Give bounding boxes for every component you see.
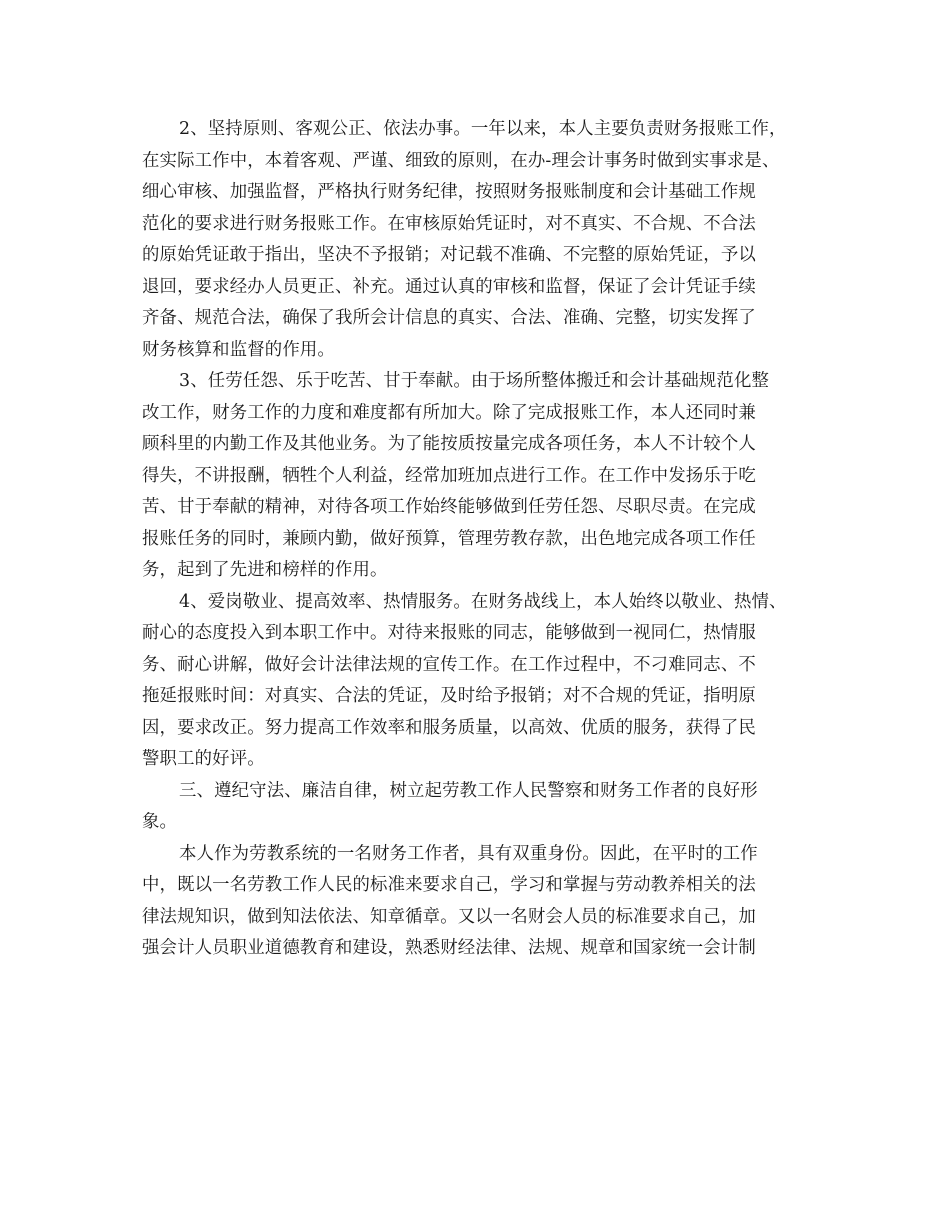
- text-line: 律法规知识，做到知法依法、知章循章。又以一名财会人员的标准要求自己，加: [142, 906, 756, 927]
- text-line: 4、爱岗敬业、提高效率、热情服务。在财务战线上，本人始终以敬业、热情、: [179, 591, 787, 612]
- text-line: 本人作为劳教系统的一名财务工作者，具有双重身份。因此，在平时的工作: [179, 843, 758, 864]
- text-line: 苦、甘于奉献的精神，对待各项工作始终能够做到任劳任怨、尽职尽责。在完成: [142, 497, 756, 517]
- text-line: 耐心的态度投入到本职工作中。对待来报账的同志，能够做到一视同仁，热情服: [142, 623, 756, 643]
- text-line: 务，起到了先进和榜样的作用。: [142, 560, 388, 580]
- text-line: 报账任务的同时，兼顾内勤，做好预算，管理劳教存款，出色地完成各项工作任: [142, 528, 756, 549]
- text-line: 细心审核、加强监督，严格执行财务纪律，按照财务报账制度和会计基础工作规: [142, 182, 756, 202]
- text-line: 在实际工作中，本着客观、严谨、细致的原则，在办-理会计事务时做到实事求是、: [142, 150, 780, 171]
- text-line: 范化的要求进行财务报账工作。在审核原始凭证时，对不真实、不合规、不合法: [142, 213, 756, 234]
- text-line: 因，要求改正。努力提高工作效率和服务质量，以高效、优质的服务，获得了民: [142, 717, 756, 738]
- text-line: 得失，不讲报酬，牺牲个人利益，经常加班加点进行工作。在工作中发扬乐于吃: [142, 465, 756, 486]
- text-line: 的原始凭证敢于指出，坚决不予报销；对记载不准确、不完整的原始凭证，予以: [142, 245, 756, 265]
- document-body: [142, 114, 822, 965]
- text-line: 拖延报账时间：对真实、合法的凭证，及时给予报销；对不合规的凭证，指明原: [142, 686, 756, 706]
- text-line: 务、耐心讲解，做好会计法律法规的宣传工作。在工作过程中，不刁难同志、不: [142, 654, 756, 675]
- text-line: 财务核算和监督的作用。: [142, 339, 335, 360]
- text-line: 三、遵纪守法、廉洁自律，树立起劳教工作人民警察和财务工作者的良好形: [179, 780, 758, 801]
- text-line: 退回，要求经办人员更正、补充。通过认真的审核和监督，保证了会计凭证手续: [142, 276, 756, 297]
- text-line: 警职工的好评。: [142, 749, 265, 769]
- text-line: 2、坚持原则、客观公正、依法办事。一年以来，本人主要负责财务报账工作，: [179, 119, 787, 139]
- text-line: 顾科里的内勤工作及其他业务。为了能按质按量完成各项任务，本人不计较个人: [142, 434, 756, 454]
- text-line: 象。: [142, 812, 178, 832]
- text-line: 中，既以一名劳教工作人民的标准来要求自己，学习和掌握与劳动教养相关的法: [142, 875, 756, 895]
- text-line: 改工作，财务工作的力度和难度都有所加大。除了完成报账工作，本人还同时兼: [142, 402, 756, 423]
- text-line: 齐备、规范合法，确保了我所会计信息的真实、合法、准确、完整，切实发挥了: [142, 308, 756, 328]
- text-line: 强会计人员职业道德教育和建设，熟悉财经法律、法规、规章和国家统一会计制: [142, 938, 756, 958]
- text-line: 3、任劳任怨、乐于吃苦、甘于奉献。由于场所整体搬迁和会计基础规范化整: [179, 371, 770, 391]
